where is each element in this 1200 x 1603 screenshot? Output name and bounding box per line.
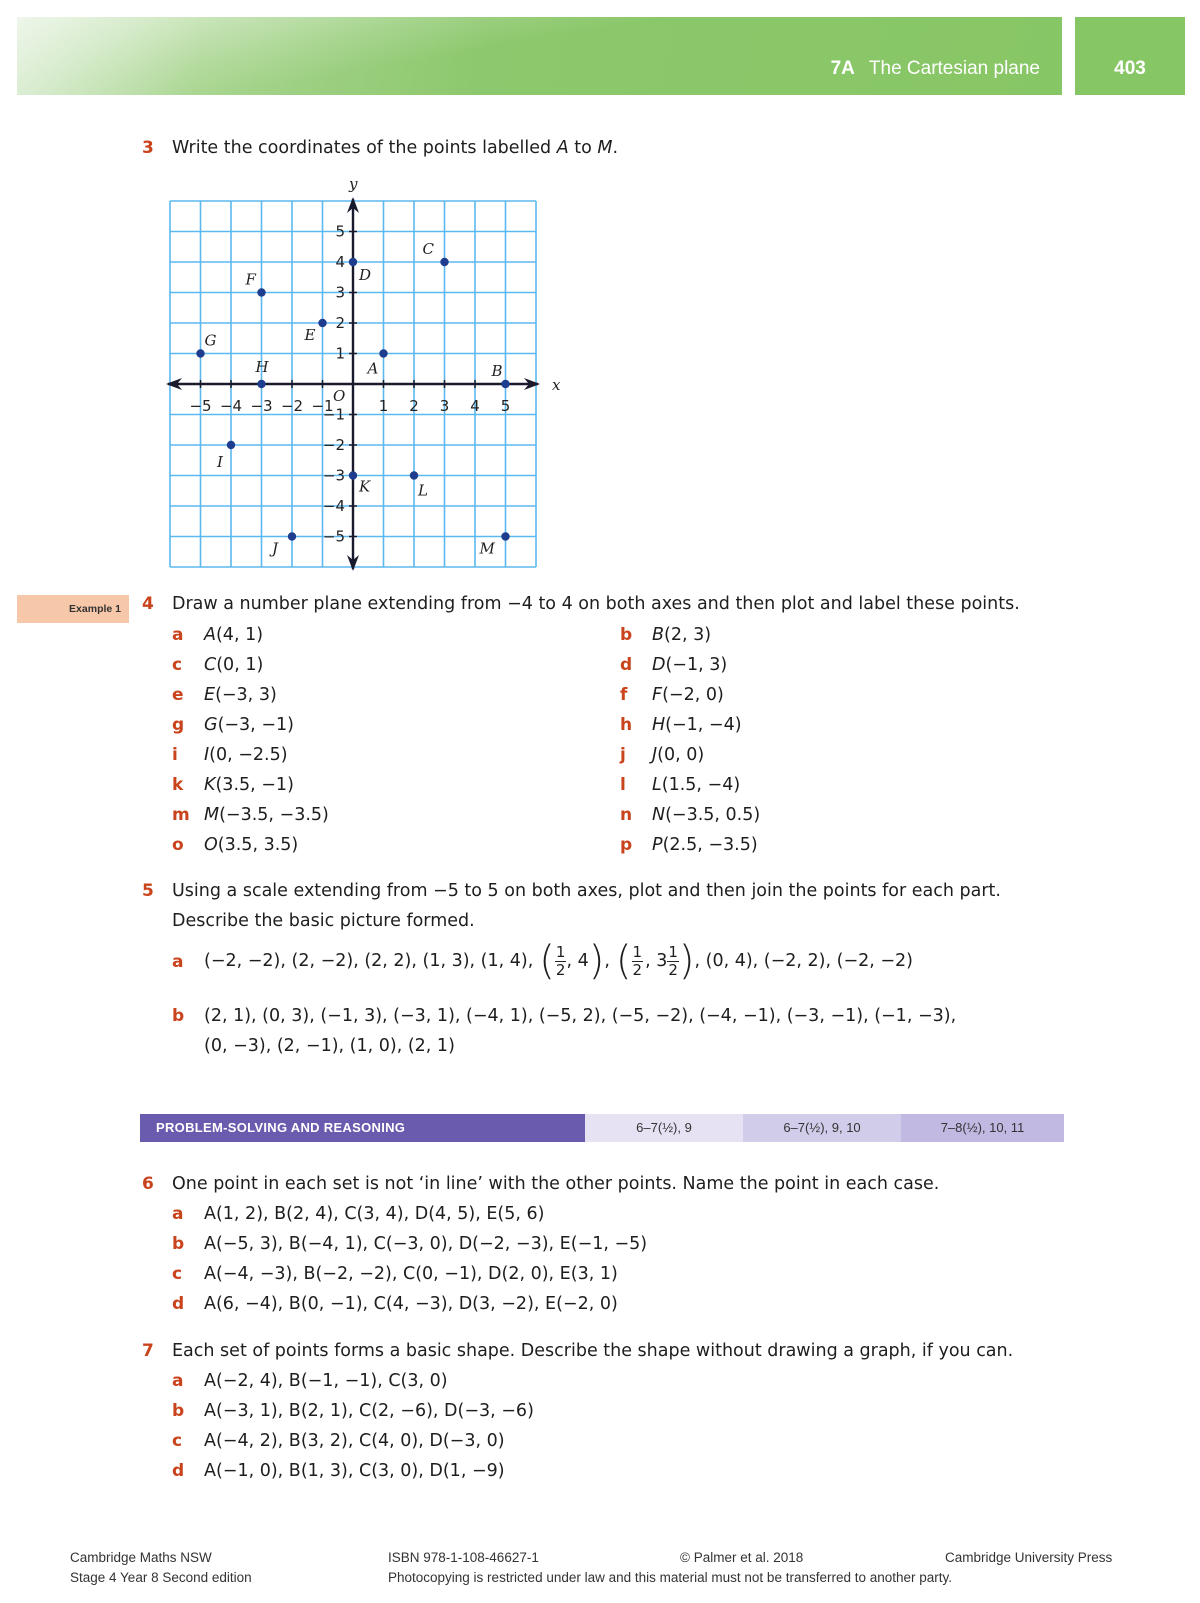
point-coordinates: (3.5, −1): [215, 775, 294, 795]
mixed-number-whole: 3: [656, 951, 668, 971]
q4-item-label: k: [172, 775, 184, 795]
point-coordinates: (−3.5, −3.5): [219, 805, 329, 825]
q6-item-label: d: [172, 1294, 185, 1314]
q4-item-point: [652, 685, 724, 705]
fraction-half: $\frac{1}{2}$: [668, 942, 678, 979]
point-coordinates: (0, 1): [216, 655, 264, 675]
q4-item-point: [204, 775, 294, 795]
question-4-number: 4: [142, 594, 154, 614]
footer-book-title: Cambridge Maths NSW: [70, 1550, 212, 1565]
q3-to-label: M: [597, 138, 613, 158]
q5-part-b-line-2: (0, −3), (2, −1), (1, 0), (2, 1): [204, 1036, 455, 1056]
footer-publisher: Cambridge University Press: [945, 1550, 1113, 1565]
q5a-points-start: (−2, −2), (2, −2), (2, 2), (1, 3), (1, 4),: [204, 951, 534, 971]
q4-item-point: [204, 835, 298, 855]
q6-item-text: A(1, 2), B(2, 4), C(3, 4), D(4, 5), E(5, 6): [204, 1204, 545, 1224]
point-coordinates: (3.5, 3.5): [217, 835, 299, 855]
problem-solving-bar: [140, 1114, 1064, 1142]
q4-item-point: [204, 685, 277, 705]
q4-item-label: i: [172, 745, 178, 765]
y-tick-label: 2: [335, 314, 345, 332]
point-name: M: [204, 805, 220, 825]
q6-item-text: A(6, −4), B(0, −1), C(4, −3), D(3, −2), E(−2, 0): [204, 1294, 618, 1314]
y-tick-label: −3: [322, 466, 345, 485]
q7-item-label: b: [172, 1401, 185, 1421]
q4-item-label: n: [620, 805, 633, 825]
point-label-a: A: [367, 359, 379, 378]
point-g: [196, 349, 204, 357]
question-7-number: 7: [142, 1341, 154, 1361]
point-coordinates: (0, −2.5): [209, 745, 288, 765]
q4-item-point: [204, 745, 288, 765]
point-label-c: C: [422, 240, 434, 258]
footer-isbn: ISBN 978-1-108-46627-1: [388, 1550, 539, 1565]
q3-from-label: A: [556, 138, 569, 158]
question-7-text: Each set of points forms a basic shape. Describe the shape without drawing a graph, if you can.: [172, 1341, 1014, 1361]
point-coordinates: (4, 1): [215, 625, 264, 645]
q4-item-point: [204, 715, 294, 735]
question-5-line-2: Describe the basic picture formed.: [172, 911, 475, 931]
problem-solving-title: PROBLEM-SOLVING AND REASONING: [140, 1114, 585, 1142]
header-title: [831, 58, 1040, 80]
point-a: [379, 349, 387, 357]
x-tick-label: 2: [409, 397, 419, 415]
q7-item-text: A(−1, 0), B(1, 3), C(3, 0), D(1, −9): [204, 1461, 505, 1481]
point-label-b: B: [491, 362, 503, 380]
point-m: [501, 532, 509, 540]
q7-item-text: A(−2, 4), B(−1, −1), C(3, 0): [204, 1371, 448, 1391]
point-name: H: [652, 715, 666, 735]
q7-item-label: d: [172, 1461, 185, 1481]
point-c: [440, 258, 448, 266]
x-tick-label: 4: [470, 397, 480, 415]
point-coordinates: (0, 0): [657, 745, 705, 765]
q4-item-label: j: [620, 745, 626, 765]
point-label-e: E: [304, 326, 316, 344]
q5-part-b-label: b: [172, 1006, 185, 1026]
point-name: N: [652, 805, 666, 825]
question-5-line-1: Using a scale extending from −5 to 5 on both axes, plot and then join the points for each part.: [172, 881, 1001, 901]
x-tick-label: 3: [439, 397, 450, 415]
q5-part-b-line-1: (2, 1), (0, 3), (−1, 3), (−3, 1), (−4, 1), (−5, 2), (−5, −2), (−4, −1), (−3, −1), (−1, −3),: [204, 1006, 957, 1026]
header-decoration: [17, 17, 657, 95]
footer-copyright: © Palmer et al. 2018: [680, 1550, 804, 1565]
point-f: [257, 288, 265, 296]
q4-item-label: m: [172, 805, 190, 825]
point-name: I: [204, 745, 210, 765]
q5a-points-end: , (0, 4), (−2, 2), (−2, −2): [694, 951, 914, 971]
x-tick-label: −3: [250, 397, 273, 415]
q4-item-point: [652, 835, 758, 855]
q7-item-text: A(−3, 1), B(2, 1), C(2, −6), D(−3, −6): [204, 1401, 534, 1421]
point-d: [349, 258, 357, 266]
q4-item-point: [204, 805, 329, 825]
origin-label: O: [333, 387, 346, 405]
point-i: [227, 441, 235, 449]
y-axis-label: y: [349, 175, 358, 193]
foundation-questions: 6–7(½), 9: [585, 1114, 743, 1142]
point-name: E: [204, 685, 216, 705]
fraction-half: $\frac{1}{2}$: [555, 942, 566, 979]
point-coordinates: (2.5, −3.5): [662, 835, 758, 855]
page-number-box: [1075, 17, 1185, 95]
q4-item-point: [652, 655, 727, 675]
question-3-text: [172, 138, 618, 158]
q6-item-label: c: [172, 1264, 183, 1284]
q6-item-text: A(−5, 3), B(−4, 1), C(−3, 0), D(−2, −3), E(−1, −5): [204, 1234, 648, 1254]
point-l: [410, 471, 418, 479]
question-6-number: 6: [142, 1174, 154, 1194]
point-k: [349, 471, 357, 479]
x-axis-label: x: [552, 376, 561, 394]
point-name: D: [652, 655, 666, 675]
point-coordinates: (−3.5, 0.5): [665, 805, 761, 825]
q5-part-a-points: (−2, −2), (2, −2), (2, 2), (1, 3), (1, 4), ( $\frac{1}{2}$ , 4 ) , ( $\frac{1}{2}$ , 3 $\frac{1}{2}$ ) , (0, 4), (−2, 2), (−2, −2): [204, 938, 914, 984]
point-name: F: [652, 685, 663, 705]
footer-book-info: [70, 1548, 252, 1588]
point-label-h: H: [255, 358, 269, 376]
point-h: [257, 380, 265, 388]
point-coordinates: (−3, −1): [217, 715, 294, 735]
point-coordinates: (−1, 3): [665, 655, 728, 675]
cartesian-plane-chart: [140, 175, 580, 575]
x-tick-label: −2: [280, 397, 304, 415]
point-label-l: L: [418, 481, 428, 500]
q4-item-label: o: [172, 835, 184, 855]
page-number: 403: [1114, 58, 1146, 79]
q6-item-label: b: [172, 1234, 185, 1254]
fraction-half: $\frac{1}{2}$: [632, 942, 643, 979]
q4-item-point: [652, 715, 742, 735]
point-coordinates: (−2, 0): [662, 685, 724, 705]
question-6-text: One point in each set is not ‘in line’ with the other points. Name the point in each case.: [172, 1174, 940, 1194]
section-title: The Cartesian plane: [868, 58, 1040, 79]
question-3-number: 3: [142, 138, 154, 158]
point-label-j: J: [272, 539, 279, 558]
paren-close: ): [588, 938, 605, 984]
y-tick-label: −2: [322, 436, 345, 454]
point-label-k: K: [359, 477, 371, 496]
q4-item-label: p: [620, 835, 633, 855]
q4-item-label: b: [620, 625, 633, 645]
q4-item-label: a: [172, 625, 184, 645]
point-label-g: G: [204, 331, 217, 350]
q4-item-point: [652, 805, 760, 825]
point-coordinates: (1.5, −4): [661, 775, 741, 795]
q4-item-label: l: [620, 775, 626, 795]
point-e: [318, 319, 326, 327]
y-tick-label: −4: [322, 497, 345, 515]
q4-item-label: e: [172, 685, 184, 705]
y-tick-label: 4: [335, 253, 345, 271]
x-tick-label: 1: [378, 397, 389, 415]
point-name: A: [204, 625, 216, 645]
q5-part-a-label: a: [172, 952, 184, 972]
point-name: P: [652, 835, 663, 855]
q5a-frac1-rest: , 4: [566, 951, 589, 971]
q6-item-label: a: [172, 1204, 184, 1224]
paren-close: ): [678, 938, 695, 984]
q4-item-point: [204, 655, 263, 675]
standard-questions: 6–7(½), 9, 10: [743, 1114, 901, 1142]
point-name: L: [652, 775, 662, 795]
point-name: G: [204, 715, 218, 735]
q4-item-point: [652, 775, 740, 795]
q4-item-label: g: [172, 715, 185, 735]
q4-item-point: [652, 625, 711, 645]
paren-open: (: [615, 938, 632, 984]
point-coordinates: (−3, 3): [215, 685, 277, 705]
q3-to-word: to: [568, 138, 598, 158]
x-tick-label: −1: [311, 397, 334, 415]
advanced-questions: 7–8(½), 10, 11: [901, 1114, 1064, 1142]
q3-end: .: [612, 138, 619, 158]
point-j: [288, 532, 296, 540]
footer-book-edition: Stage 4 Year 8 Second edition: [70, 1570, 252, 1585]
paren-open: (: [539, 938, 555, 984]
point-name: C: [204, 655, 217, 675]
question-4-text: Draw a number plane extending from −4 to 4 on both axes and then plot and label these points.: [172, 594, 1020, 614]
y-tick-label: 3: [335, 283, 345, 302]
point-coordinates: (−1, −4): [665, 715, 742, 735]
x-tick-label: −4: [219, 397, 243, 415]
y-tick-label: −1: [322, 405, 345, 424]
point-name: K: [204, 775, 216, 795]
y-tick-label: 5: [335, 222, 345, 241]
q4-item-label: f: [620, 685, 628, 705]
q4-item-point: [204, 625, 263, 645]
y-tick-label: 1: [335, 344, 345, 363]
point-coordinates: (2, 3): [664, 625, 712, 645]
q4-item-label: d: [620, 655, 633, 675]
point-label-i: I: [217, 453, 223, 471]
point-name: J: [652, 745, 658, 765]
point-label-d: D: [359, 266, 372, 284]
point-name: B: [652, 625, 665, 645]
point-name: O: [204, 835, 218, 855]
q4-item-label: h: [620, 715, 633, 735]
question-5-number: 5: [142, 881, 154, 901]
q3-text-start: Write the coordinates of the points labelled: [172, 138, 557, 158]
q4-item-point: [652, 745, 704, 765]
x-tick-label: −5: [189, 397, 212, 415]
q4-item-label: c: [172, 655, 183, 675]
footer-notice: Photocopying is restricted under law and this material must not be transferred to another party.: [388, 1570, 953, 1585]
y-tick-label: −5: [322, 527, 345, 546]
q7-item-text: A(−4, 2), B(3, 2), C(4, 0), D(−3, 0): [204, 1431, 505, 1451]
q7-item-label: a: [172, 1371, 184, 1391]
point-label-f: F: [245, 270, 256, 289]
x-tick-label: 5: [500, 397, 511, 415]
example-reference-tab[interactable]: Example 1: [17, 595, 129, 623]
q7-item-label: c: [172, 1431, 183, 1451]
point-b: [501, 380, 509, 388]
q6-item-text: A(−4, −3), B(−2, −2), C(0, −1), D(2, 0), E(3, 1): [204, 1264, 618, 1284]
section-code: 7A: [830, 58, 855, 79]
point-label-m: M: [479, 539, 495, 558]
